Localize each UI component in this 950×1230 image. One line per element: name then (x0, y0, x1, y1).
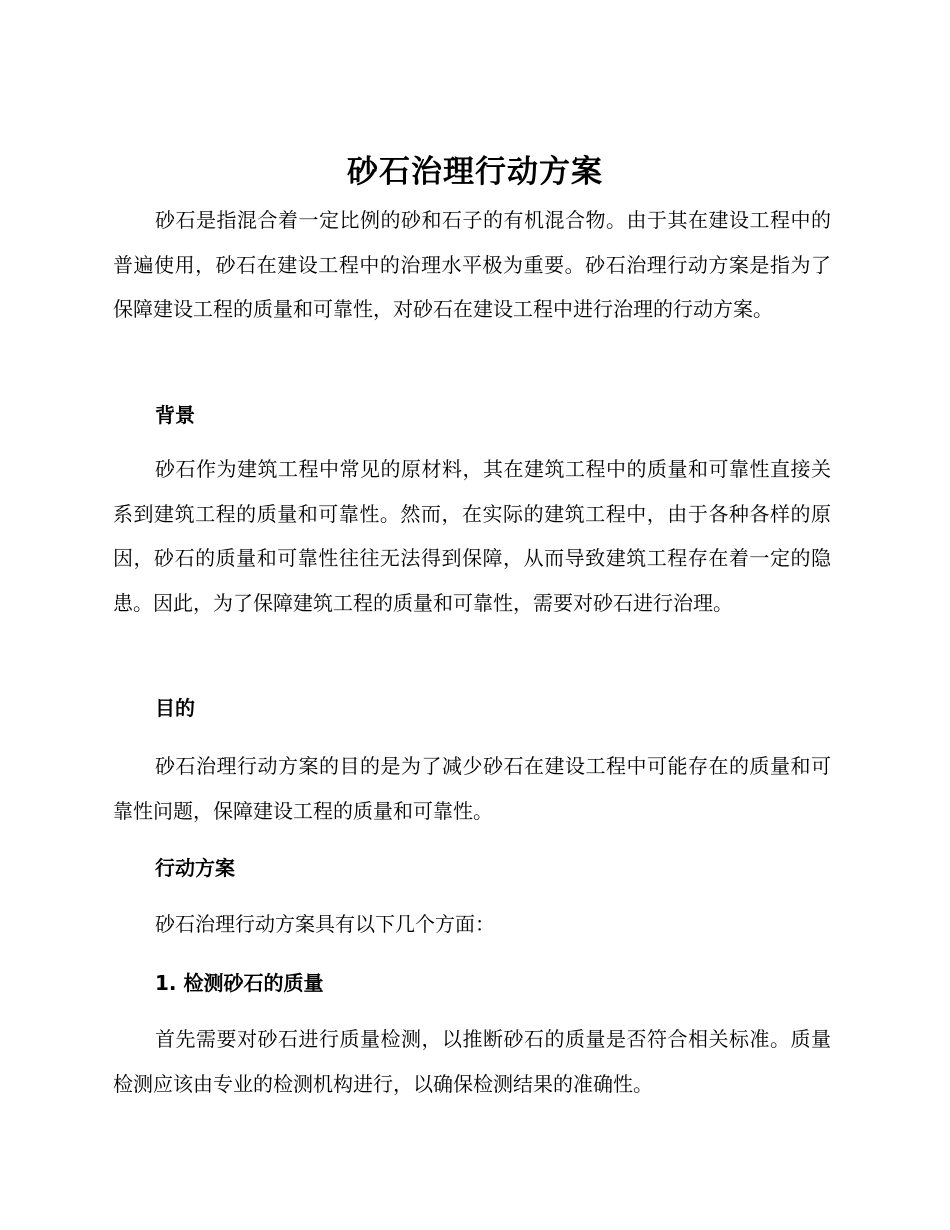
section-body-action-plan: 砂石治理行动方案具有以下几个方面： (155, 912, 495, 936)
document-title: 砂石治理行动方案 (347, 154, 603, 190)
section-body-purpose: 砂石治理行动方案的目的是为了减少砂石在建设工程中可能存在的质量和可靠性问题，保障建设工程的质量和可靠性。 (113, 754, 831, 823)
section-body-quality-check: 首先需要对砂石进行质量检测，以推断砂石的质量是否符合相关标准。质量检测应该由专业的检测机构进行，以确保检测结果的准确性。 (113, 1027, 831, 1096)
section-heading-background: 背景 (155, 403, 195, 427)
section-body-background: 砂石作为建筑工程中常见的原材料，其在建筑工程中的质量和可靠性直接关系到建筑工程的质量和可靠性。然而，在实际的建筑工程中，由于各种各样的原因，砂石的质量和可靠性往往无法得到保障，从而导致建筑工程存在着一定的隐患。因此，为了保障建筑工程的质量和可靠性，需要对砂石进行治理。 (113, 457, 831, 615)
section-heading-quality-check: 1. 检测砂石的质量 (155, 971, 324, 995)
section-heading-action-plan: 行动方案 (155, 856, 235, 880)
section-heading-purpose: 目的 (155, 696, 195, 720)
intro-paragraph: 砂石是指混合着一定比例的砂和石子的有机混合物。由于其在建设工程中的普遍使用，砂石在建设工程中的治理水平极为重要。砂石治理行动方案是指为了保障建设工程的质量和可靠性，对砂石在建设工程中进行治理的行动方案。 (113, 208, 831, 321)
